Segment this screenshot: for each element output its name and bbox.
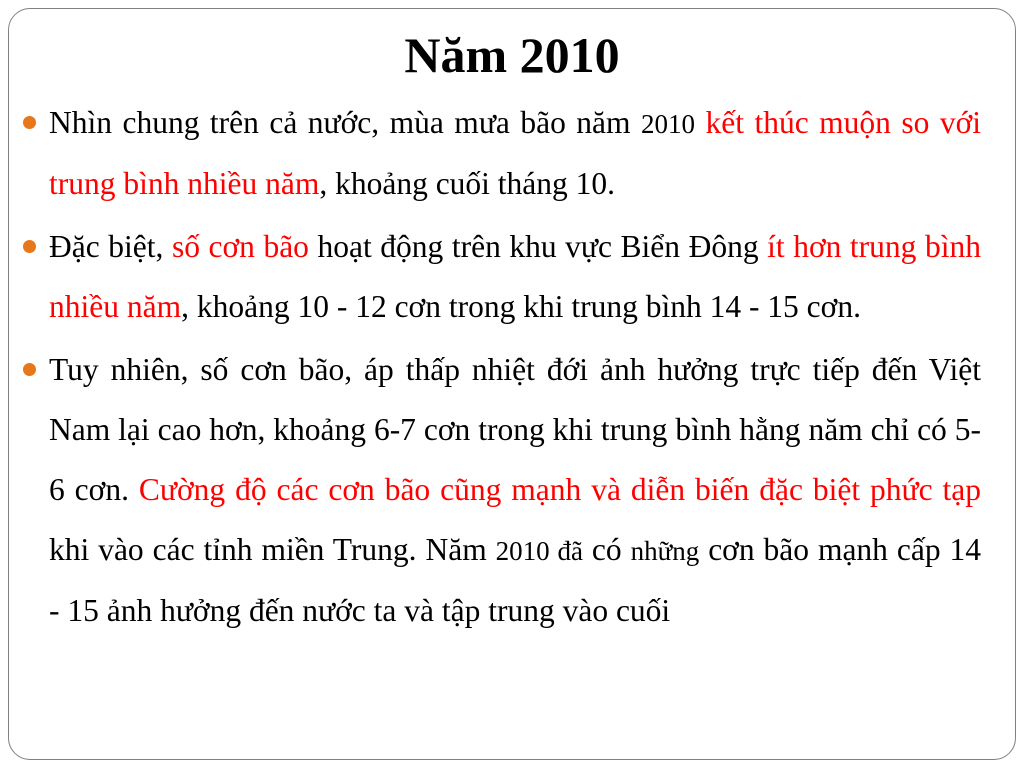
bullet-item (49, 217, 981, 337)
highlight-text: Cường độ các cơn bão cũng mạnh và diễn biến đặc biệt phức tạp (138, 472, 981, 507)
highlight-text: kết thúc muộn so với trung bình nhiều năm (49, 105, 982, 201)
highlight-text: ít hơn trung bình nhiều năm (49, 229, 981, 324)
bullet-item (49, 340, 981, 641)
slide-frame (8, 8, 1016, 760)
bullet-item (49, 93, 981, 214)
bullet-text: Đặc biệt, số cơn bão hoạt động trên khu vực Biển Đông ít hơn trung bình nhiều năm, khoảng 10 - 12 cơn trong khi trung bình 14 - 15 cơn. (49, 229, 981, 324)
highlight-text: số cơn bão (171, 229, 309, 264)
bullet-dot-icon (23, 240, 36, 253)
bullet-list (49, 93, 981, 644)
slide-title: Năm 2010 (404, 27, 620, 83)
bullet-text: Nhìn chung trên cả nước, mùa mưa bão năm 2010 kết thúc muộn so với trung bình nhiều năm, khoảng cuối tháng 10. (49, 105, 982, 201)
bullet-dot-icon (23, 116, 36, 129)
bullet-text: Tuy nhiên, số cơn bão, áp thấp nhiệt đới ảnh hưởng trực tiếp đến Việt Nam lại cao hơn, khoảng 6-7 cơn trong khi trung bình hằng năm chỉ có 5- 6 cơn. Cường độ các cơn bão cũng mạnh và diễn biến đặc biệt phức tạp khi vào các tỉnh miền Trung. Năm 2010 đã có những cơn bão mạnh cấp 14 - 15 ảnh hưởng đến nước ta và tập trung vào cuối (49, 352, 982, 628)
bullet-dot-icon (23, 363, 36, 376)
